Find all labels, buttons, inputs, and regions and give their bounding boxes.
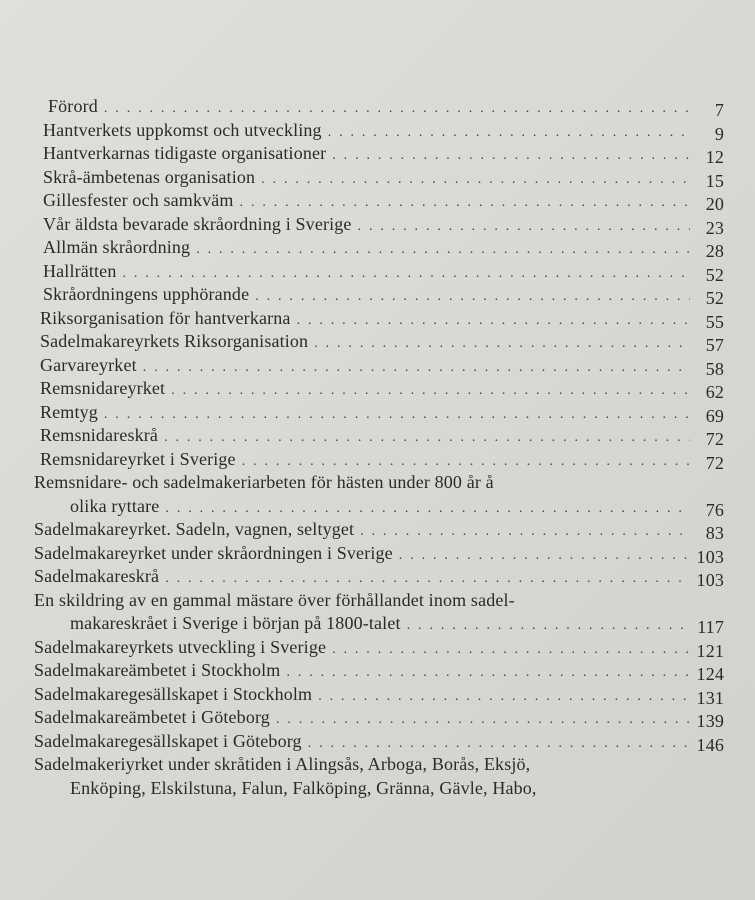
- toc-entry: [34, 96, 724, 120]
- toc-entry: [34, 355, 724, 379]
- toc-entry-title: Garvareyrket: [40, 354, 137, 375]
- toc-entry-title: Remsnidareyrket: [40, 378, 166, 398]
- toc-entry-title-line2: Enköping, Elskilstuna, Falun, Falköping, Gränna, Gävle, Habo,: [70, 777, 537, 798]
- toc-entry-title: Förord: [48, 96, 98, 116]
- toc-entry-title: Sadelmakareyrket under skråordningen i Sverige: [34, 542, 393, 563]
- toc-entry-title: Remtyg: [40, 401, 98, 422]
- toc-entry-title-line2: olika ryttare: [70, 495, 160, 516]
- toc-entry-title: Sadelmakareyrkets utveckling i Sverige: [34, 636, 327, 657]
- toc-leader-dots: [196, 242, 690, 258]
- toc-entry-page: 83: [705, 523, 724, 543]
- toc-entry-page: 72: [705, 429, 724, 449]
- toc-entry-title: Skrå-ämbetenas organisation: [43, 166, 256, 187]
- toc-entry: [34, 707, 724, 731]
- toc-leader-dots: [314, 336, 690, 352]
- toc-entry-title: Hantverkarnas tidigaste organisationer: [43, 143, 327, 163]
- toc-leader-dots: [143, 360, 690, 376]
- toc-entry-title: Hantverkets uppkomst och utveckling: [43, 119, 322, 140]
- toc-leader-dots: [122, 266, 690, 282]
- toc-entry: [34, 660, 724, 684]
- toc-entry: [34, 308, 724, 332]
- toc-entry-title: Riksorganisation för hantverkarna: [40, 307, 291, 328]
- toc-entry: [34, 237, 724, 261]
- toc-entry-page: 69: [705, 405, 724, 426]
- toc-leader-dots: [276, 712, 690, 728]
- toc-leader-dots: [171, 383, 690, 399]
- toc-leader-dots: [297, 313, 690, 329]
- toc-entry-page: 55: [705, 311, 724, 332]
- toc-entry-page: 103: [696, 570, 724, 590]
- toc-leader-dots: [328, 125, 690, 141]
- toc-entry: [34, 519, 724, 543]
- toc-entry-page: 9: [714, 123, 724, 144]
- toc-entry: [34, 425, 724, 449]
- toc-entry-page: 28: [705, 241, 724, 261]
- toc-entry: [34, 402, 724, 426]
- toc-entry-title: Remsnidareskrå: [40, 425, 159, 445]
- toc-entry-page: 20: [705, 194, 724, 214]
- toc-leader-dots: [332, 642, 690, 658]
- toc-entry-page: 117: [697, 617, 724, 637]
- toc-entry-page: 139: [696, 711, 724, 731]
- toc-leader-dots: [255, 289, 690, 305]
- toc-entry-title: Sadelmakaregesällskapet i Stockholm: [34, 683, 313, 704]
- toc-entry-page: 124: [696, 664, 724, 684]
- toc-entry: [34, 566, 724, 590]
- toc-entry-page: 12: [705, 147, 724, 167]
- toc-entry-title: Sadelmakareskrå: [34, 566, 160, 586]
- toc-entry-title: Vår äldsta bevarade skråordning i Sverige: [43, 213, 352, 234]
- toc-entry-title: Skråordningens upphörande: [43, 284, 250, 304]
- toc-entry: [34, 731, 724, 755]
- toc-entry-title-line2: makareskrået i Sverige i början på 1800-talet: [70, 613, 401, 633]
- toc-entry: [34, 684, 724, 708]
- toc-entry-title: Sadelmakaregesällskapet i Göteborg: [34, 730, 302, 751]
- toc-entry-title: Gillesfester och samkväm: [43, 190, 234, 210]
- toc-entry: [34, 331, 724, 355]
- toc-entry: [34, 284, 724, 308]
- toc-entry: [34, 754, 724, 801]
- toc-entry: [34, 120, 724, 144]
- table-of-contents: [34, 96, 724, 801]
- toc-entry-title: Sadelmakareyrket. Sadeln, vagnen, seltyget: [34, 519, 355, 539]
- toc-leader-dots: [242, 454, 690, 470]
- toc-leader-dots: [261, 172, 690, 188]
- toc-leader-dots: [358, 219, 690, 235]
- toc-leader-dots: [165, 501, 690, 517]
- toc-entry-title: Allmän skråordning: [43, 237, 191, 257]
- toc-leader-dots: [164, 430, 690, 446]
- toc-leader-dots: [165, 571, 690, 587]
- toc-entry-page: 131: [696, 687, 724, 708]
- toc-entry: [34, 261, 724, 285]
- toc-entry-page: 121: [696, 640, 724, 661]
- toc-entry-page: 52: [705, 288, 724, 308]
- toc-entry: [34, 590, 724, 637]
- toc-leader-dots: [399, 548, 690, 564]
- toc-entry-title: Remsnidareyrket i Sverige: [40, 448, 236, 469]
- toc-leader-dots: [407, 618, 690, 634]
- toc-entry: [34, 472, 724, 519]
- toc-entry-page: 23: [705, 217, 724, 238]
- toc-entry-title: Sadelmakareyrkets Riksorganisation: [40, 331, 309, 351]
- toc-entry-page: 62: [705, 382, 724, 402]
- toc-entry: [34, 449, 724, 473]
- toc-leader-dots: [286, 665, 690, 681]
- toc-entry: [34, 143, 724, 167]
- toc-entry-page: 52: [705, 264, 724, 285]
- toc-leader-dots: [360, 524, 690, 540]
- toc-leader-dots: [104, 101, 690, 117]
- toc-entry-page: 15: [705, 170, 724, 191]
- toc-entry-page: 76: [705, 499, 724, 520]
- toc-entry-page: 146: [696, 734, 724, 755]
- toc-entry: [34, 190, 724, 214]
- toc-leader-dots: [318, 689, 690, 705]
- toc-entry-title: Sadelmakareämbetet i Göteborg: [34, 707, 270, 727]
- toc-entry: [34, 214, 724, 238]
- toc-entry-title: Sadelmakareämbetet i Stockholm: [34, 660, 281, 680]
- toc-entry-title-line1: Sadelmakeriyrket under skråtiden i Alingsås, Arboga, Borås, Eksjö,: [34, 754, 531, 774]
- toc-entry-page: 103: [696, 546, 724, 567]
- toc-entry-page: 57: [705, 335, 724, 355]
- toc-entry-title-line1: En skildring av en gammal mästare över förhållandet inom sadel-: [34, 589, 515, 610]
- toc-entry-page: 72: [705, 452, 724, 473]
- toc-entry-title: Hallrätten: [43, 260, 117, 281]
- toc-entry: [34, 637, 724, 661]
- toc-entry-page: 58: [705, 358, 724, 379]
- toc-entry: [34, 167, 724, 191]
- toc-leader-dots: [240, 195, 690, 211]
- toc-entry-title-line1: Remsnidare- och sadelmakeriarbeten för hästen under 800 år å: [34, 472, 494, 492]
- toc-leader-dots: [104, 407, 690, 423]
- toc-entry: [34, 378, 724, 402]
- toc-entry-page: 7: [714, 100, 724, 120]
- toc-entry: [34, 543, 724, 567]
- toc-leader-dots: [332, 148, 690, 164]
- toc-leader-dots: [308, 736, 690, 752]
